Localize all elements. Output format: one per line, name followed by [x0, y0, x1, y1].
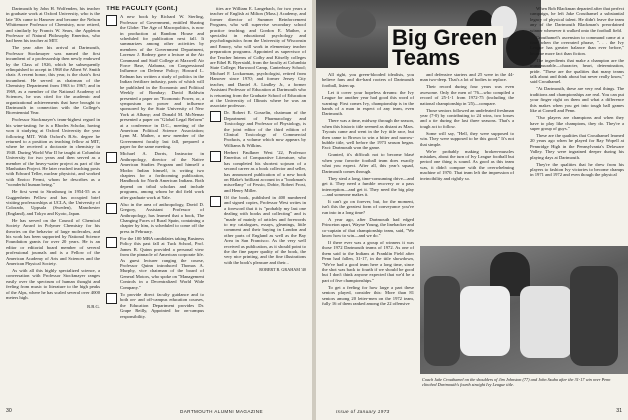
paragraph: ities are William E. Langebach, for two years a teacher of English at Milton (Mass.) Academy, and former director of Summer Reinforcement Program, who will supervise secondary school practice teaching; and Gordon E. Mather, a specialist in educational psychology and psycholinguistics from the University of Wisconsin and Emory, who will work in elementary teacher preparation programs. Appointed as supervisor of the Teacher Interns of Colby and Kitselly colleges are Ethel B. Ryerstahl, from the faculty at Columbia State College; Harwood Camp, Canterbury School; Michael F. Lockarman, psychologist, retired from Hanover since 1970; and former Jersey City teacher, and Daniel A. Lindley Jr., a former Assistant Professor of Education at Dartmouth who is returning from the Graduate School of Education at the University of Illinois where he was an associate professor.: [210, 6, 306, 109]
paragraph: "Our players are champions and when they have to play like champions, they do. They're a super group of guys.": [530, 115, 624, 131]
checkbox-icon: [106, 237, 117, 248]
news-item: [106, 151, 204, 200]
photo-caption: Coach Jake Crouthamel on the shoulders of Jim Johnston (77) and John Szuba after the 31-17 win over Penn clinched Dartmouth's fourth straight Ivy League title.: [422, 377, 611, 387]
paragraph: A year ago, after Dartmouth had edged Princeton apart, Wayne Young, the linebacker and co-captain of that championship team, said, "We know how to win—and we do.": [322, 216, 414, 238]
paragraph: He first went to Strasbourg in 1954-55 as a Guggenheim Fellow and has occupied brief visiting professorships at UCLA, the University of Colorado, Uppsala (Sweden), Manchester (England), and Tokyo and Kyoto, Japan.: [6, 189, 100, 216]
checkbox-icon: [106, 152, 117, 163]
paragraph: They're the qualities that he drew from his players to fashion Ivy victories to become champs in 1971 and 1972 and even though the physical: [530, 161, 624, 178]
paragraph: He has served on the Council of Chemical Society Award in Polymer Chemistry for his theories on the behavior of large molecules, and his work has been supported by National Science Foundation grants for over 20 years. He is an editor or editorial board member of several professional journals and is a Fellow of the American Academy of Arts and Sciences and the American Physical Society.: [6, 217, 100, 267]
page-number-right: 31: [616, 408, 622, 414]
paragraph: These are the qualities that Crouthamel learned 20 years ago when he played for Ray Wopell at Pennridge High in the Pennsylvania's Delaware Valley. They were ingrained deeper during his playing days at Dartmouth.: [530, 132, 624, 160]
news-item-text: Dr. Robert E. Gosselin, chairman of the Department of Pharmacology and Toxicology and Professor of Physiology, is the joint editor of the third edition of Clinical Toxicology of Commercial Products, a volume which now appears by Williams & Wilkins.: [224, 110, 306, 148]
news-item-text: Michael A. Dorris, Instructor in Anthropology, director of the Native American Studies Program and himself a Modoc Indian himself, is writing two chapters for a forthcoming publication, Handbook for North American Indians. Both depend on tribal scholars and include programs, among whom he did field work after graduate work at Yale.: [120, 151, 204, 200]
right-column-1: [322, 72, 414, 398]
paragraph: There was a time, midway through the season, when this historic title seemed as distant as Mars. Tryouts came and went in the Ivy title race, but then came to Brown to win a bitter and narrow-bubble title, well before the 1973 season began. Fact: Dartmouth won the game.: [322, 118, 414, 151]
checkbox-icon: [210, 111, 221, 122]
news-item: [106, 292, 204, 319]
news-item-text: To provide direct faculty guidance and to both on- and off-campus education courses, the Education Department provides Dr. Grape Reilly, Appointed for on-campus responsibility.: [120, 291, 204, 319]
news-item: [210, 195, 306, 265]
paragraph: Some will say, "Hell, they were supposed to win. They were supposed to be this good." It's not that simple.: [420, 130, 514, 147]
paragraph: Let it cover your hopeless dreams: the Ivy League for another year had good this word of warning: First comes Ivy, championship is in the hands of a man in expect of any team, even Dartmouth.: [322, 89, 414, 117]
article-title: [388, 26, 503, 70]
checkbox-icon: [210, 151, 221, 162]
paragraph: The year after his arrival at Dartmouth, Professor Stockmayer was named the first incumbent of a professorship then newly endowed by the Class of 1926, which he subsequently relinquished to accept in 1968 the Albert W. Smith chair. A recent honor, this year, is the chair's first incumbent. He served as chairman of the Chemistry Department from 1963 to 1967; and in 1969, as a member of the National Academy of Sciences, he was cited for the academic and organizational achievements that have brought to Dartmouth in connection with the College's Bicentennial Year.: [6, 45, 100, 116]
title-line-1: Big Green: [392, 25, 498, 50]
checkbox-icon: [106, 293, 117, 304]
paragraph: and defensive starters and 25 were in the 44-man two-deep. That's a lot of bodies to replace.: [420, 72, 514, 83]
paragraph: If there ever was a group of winners it was those 1972 Dartmouth teams of 1972. As one of them said to the Indians at Franklin Field after Penn had fallen, 31-17, in the title showdown, "We've had a good team here a long time, since the shot was back to fourth if we should be good but I don't think anyone expected that we'd be a part of five championships.": [322, 239, 414, 283]
paragraph: When Bob Blackman departed after that perfect campaign, he left Jake Crouthamel a substantial legacy of physical talent. He didn't leave the team any of the Dartmouth Blackman's preordained winner whenever it walked onto the football field.: [530, 6, 624, 33]
page-number-left: 30: [6, 408, 12, 414]
paragraph: Professor Stockmayer's team-highest regard in his wine-tasting; he is a Rhodes Scholar, having won it studying at Oxford University the year following MIT. With Oxford's B.Sc. degree he returned to a position as teaching fellow at MIT, where he received a doctorate in chemistry in 1940. During World War II he taught at Columbia University for two years and then served as a member of the heavy-water project as part of the Manhattan Project. He later reached teaching posts with Edward Teller, nuclear physicist, and worked with Enrico Fermi, whom he describes as a "wonderful human being.": [6, 117, 100, 188]
paragraph: Their record during four years was even awesome. Only the men of '76—who compiled a record of 25-1-1 from 1972-75 (including the national championship in '25)—compare.: [420, 84, 514, 106]
paragraph: All right, you green-blooded idealists, you believe fans and die-hard rooters of Dartmouth football, listen up.: [322, 72, 414, 88]
paragraph: As with all this highly specialized science, a conversation with Professor Stockmayer ranges easily over the spectrum of human thought and feeling from music to literature to the high peaks of the Alps, where he has scaled several over 4000 meters high.: [6, 268, 100, 301]
news-item: [106, 14, 204, 149]
left-column-3: [210, 6, 306, 398]
paragraph: Those seniors followed an undefeated freshman year (7-0) by contributing to 24 wins, two losses and a tie during the last three seasons. That's a tough act to follow.: [420, 107, 514, 129]
issue-date-footer: Issue of January 1973: [336, 409, 390, 414]
left-column-2: [106, 6, 204, 398]
news-item: [210, 110, 306, 148]
signature: ROBERT B. GRAHAM '40: [259, 267, 306, 273]
news-item: [210, 150, 306, 193]
paragraph: Dartmouth by John H. Wolfenden, his teacher in graduate work at Oxford University, who is the late '30s came to Hanover and became the Nelson Whittemore Professor of Chemistry, now retired, and similarly by Francis W. Sears, the Appleton Professor of Natural Philosophy Emeritus, who had been his teacher at MIT.: [6, 6, 100, 44]
news-item-text: Of the book, published in 400 numbered and signed copies, Professor West writes in a foreword that it is "probably my last one dealing with books and collecting" and is "made of mainly of articles and forewords to my catalogues, essays, gleanings, little comment and their buying in London and other parts of England as well as the Bay Area in San Francisco. As the very well received as publication, as it should point to the the fine paper quality of the book, the very nice printing, and the fine illustrations with the book's pleasure and their...: [224, 195, 306, 265]
paragraph: It can't go on forever, but, for the moment, isn't this the greatest form of conveyance you've run into in a long time?: [322, 198, 414, 215]
right-column-2: [420, 72, 514, 242]
checkbox-icon: [210, 196, 221, 207]
paragraph: Granted, it's difficult not to become blasé when your favorite football team does exactly what you expect. After all, this year's squad, Dartmouth comes through.: [322, 152, 414, 174]
section-heading: THE FACULTY (Cont.): [106, 6, 178, 12]
news-item-text: A new book by Richard W. Sterling, Professor of Government, entitled Sharing the Globe: The Age of Macropolitics, is now in production at Random House and scheduled for publication next fall. It summarizes among other activities by members of the Government Department, Lorenzo J. Rodney gave a lecture at the Air Command and Staff College at Maxwell Air Force Base, Alabama, on Congressional Influence on Defense Policy; Howard L. Erdman has written a study of politics in the Indian fertilizer industry, parts of which will be published in the Economic and Political Weekly of Bombay; David Baldwin presented a paper on "Economic Power, or, a symposium on power and influence sponsored by the State University of New York at Albany; and Donald M. McNemar presented a paper on "Global Legal Reform" at a conference in D.C., meeting of the American Political Science Association; Lynn M. Mather, a new member of the Government faculty last fall, prepared a paper for the same meeting.: [120, 14, 204, 150]
paragraph: We're probably making broken-muscles mistakes, about the turn of Ivy League football but period one thing is sound. As good as this team was, it didn't compare with the overwhelming machine of 1970. That team left the impression of invincibility and rightly so.: [420, 148, 514, 181]
news-item: [106, 236, 204, 290]
signature: R.B.G.: [87, 303, 100, 309]
left-page: [0, 0, 312, 420]
coach-celebration-photo: [420, 246, 628, 374]
paragraph: The ingredients that make a champion are the immeasurable—character, heart, determination, pride. "These are the qualities that many teams talk about and think about but never really know," said Crouthamel.: [530, 57, 624, 85]
checkbox-icon: [106, 15, 117, 26]
news-item-text: Herbert Faulkner West '22, Professor Emeritus of Comparative Literature, who has completed his shortest sojourn of a second career as a book collector and seller, has announced publication of a new book on Blake's brilliant account in a "bookman's miscellany" of Fessio, Dobie, Robert Frost, and Henry Miller.: [224, 149, 306, 193]
paragraph: Crouthamel's ascension to command came at a time when the overrated phrase, ". . . the Ivy League has greater balance than ever before," became more fact than fiction.: [530, 34, 624, 56]
left-column-1: [6, 6, 100, 396]
news-item-text: Also in the area of anthropology, David D. Gregory, Assistant Professor of Anthropology, has learned that a book, The Changing Faces of Rural Spain, containing a chapter by him, is scheduled to come off the press in February.: [120, 201, 204, 234]
right-page: [316, 0, 628, 420]
checkbox-icon: [106, 203, 117, 214]
news-item-text: For the 100 MBA candidates taking Business Policy this past fall at Tuck School, Prof. James B. Quinn provided a personal view from the pinnacle of American corporate life. As guest lecturer ranging the course, Professor Quinn introduced Thomas A. Murphy, vice chairman of the board of General Motors, who spoke on "Management Controls in a Decentralized World Wide Company.": [120, 236, 204, 290]
paragraph: "At Dartmouth, these are very real things. The traditions and championships are real. You can put your finger right on them and what a difference this makes when you get into tough ball games like at Cornell and Penn.: [530, 86, 624, 114]
right-column-3: [530, 6, 624, 242]
magazine-footer: DARTMOUTH ALUMNI MAGAZINE: [180, 409, 263, 414]
paragraph: They steal a long, time-consuming drive—and get it. They need a fumble recovery or a pass interception—and get it. They need the big play—and someone makes it.: [322, 175, 414, 197]
paragraph: To get a feeling for how large a part these seniors played, consider this: More than 81 seniors among 20 letter-men on the 1972 team, fully 16 of them ranked among the 22 offensive: [322, 284, 414, 306]
news-item: [106, 202, 204, 234]
title-line-2: Teams: [392, 45, 461, 70]
